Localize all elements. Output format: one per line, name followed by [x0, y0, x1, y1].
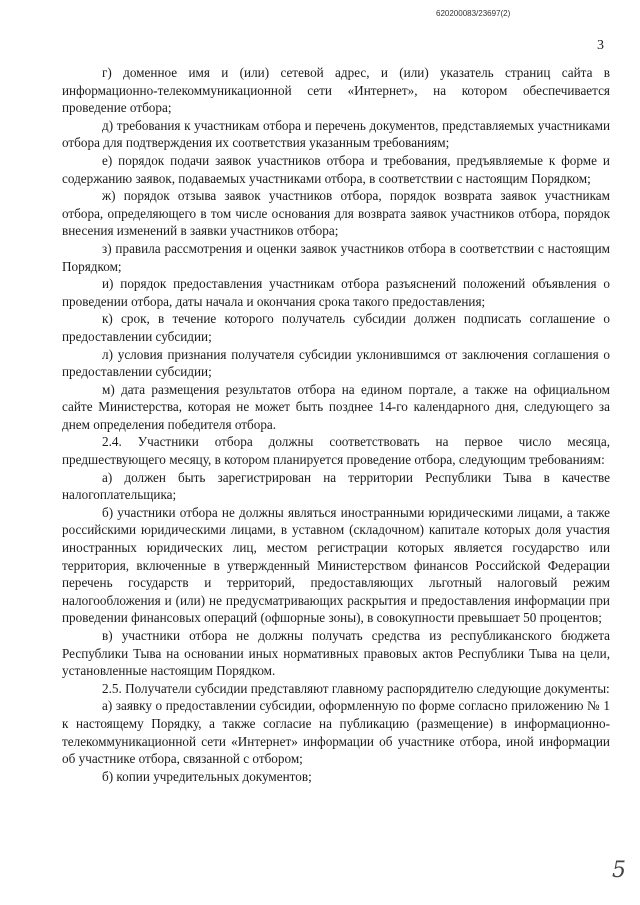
paragraph-2-4-a: а) должен быть зарегистрирован на территории Республики Тыва в качестве налогоплательщика;: [62, 469, 610, 503]
document-id: 620200083/23697(2): [436, 9, 511, 18]
paragraph-item-k: к) срок, в течение которого получатель субсидии должен подписать соглашение о предоставлении субсидии;: [62, 311, 610, 344]
section-2-5: 2.5. Получатели субсидии представляют главному распорядителю следующие документы:: [102, 680, 610, 696]
paragraph-2-4-b: б) участники отбора не должны являться иностранными юридическими лицами, а также российскими юридическими лицами, в уставном (складочном) капитале которых доля участия иностранных юридических лиц, местом регистрации которых является государство или территория, включенные в утвержденный Министерством финансов Российской Федерации перечень государств и территорий, предоставляющих льготный налоговый режим налогообложения и (или) не предусматривающих раскрытия и предоставления информации при проведении финансовых операций (офшорные зоны), в совокупности превышает 50 процентов;: [62, 504, 610, 626]
page-number: 3: [597, 38, 604, 53]
paragraph-item-e: е) порядок подачи заявок участников отбора и требования, предъявляемые к форме и содержанию заявок, подаваемых участниками отбора, в соответствии с настоящим Порядком;: [62, 152, 610, 186]
handwritten-page-mark: 5: [612, 858, 626, 883]
paragraph-item-l: л) условия признания получателя субсидии уклонившимся от заключения соглашения о предоставлении субсидии;: [62, 346, 610, 380]
paragraph-2-5-a: а) заявку о предоставлении субсидии, оформленную по форме согласно приложению № 1 к настоящему Порядку, а также согласие на публикацию (размещение) в информационно-телекоммуникационной сети «Интернет» информации об участнике отбора, иной информации об участнике отбора, связанной с отбором;: [62, 698, 610, 767]
section-2-4: 2.4. Участники отбора должны соответствовать на первое число месяца, предшествующего месяцу, в котором планируется проведение отбора, следующим требованиям:: [62, 434, 610, 468]
paragraph-2-5-b: б) копии учредительных документов;: [102, 768, 312, 784]
paragraph-item-zh: ж) порядок отзыва заявок участников отбора, порядок возврата заявок участникам отбора, определяющего в том числе основания для возврата заявок участников отбора, порядок внесения изменений в заявки участников отбора;: [62, 188, 610, 239]
paragraph-item-z: з) правила рассмотрения и оценки заявок участников отбора в соответствии с настоящим Порядком;: [62, 240, 610, 274]
paragraph-item-d: д) требования к участникам отбора и перечень документов, представляемых участниками отбора для подтверждения их соответствия указанным требованиям;: [62, 117, 610, 151]
paragraph-item-g: г) доменное имя и (или) сетевой адрес, и (или) указатель страниц сайта в информационно-телекоммуникационной сети «Интернет», на котором обеспечивается проведение отбора;: [62, 65, 610, 116]
paragraph-item-i: и) порядок предоставления участникам отбора разъяснений положений объявления о проведении отбора, даты начала и окончания срока такого предоставления;: [62, 276, 610, 309]
paragraph-item-m: м) дата размещения результатов отбора на едином портале, а также на официальном сайте Министерства, которая не может быть позднее 14-го календарного дня, следующего за днем определения победителя отбора.: [62, 381, 610, 432]
paragraph-2-4-v: в) участники отбора не должны получать средства из республиканского бюджета Республики Тыва на основании иных нормативных правовых актов Республики Тыва на цели, установленные настоящим Порядком.: [62, 628, 610, 679]
document-body: [62, 64, 610, 785]
